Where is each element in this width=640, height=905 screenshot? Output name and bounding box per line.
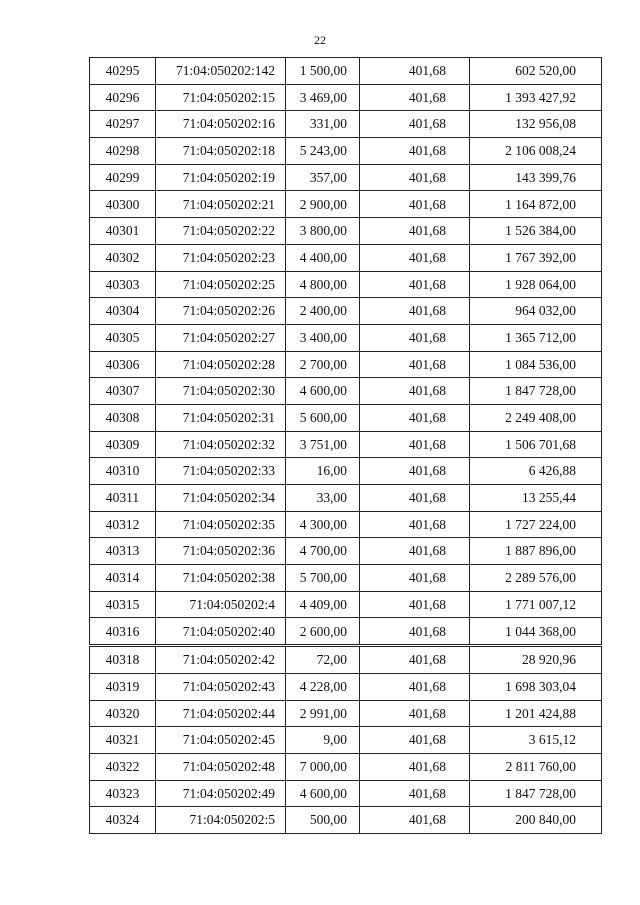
row-number-cell: 40302 bbox=[90, 244, 156, 271]
cadastral-value-cell: 1 847 728,00 bbox=[470, 378, 602, 405]
cadastral-value-cell: 1 506 701,68 bbox=[470, 431, 602, 458]
table-row bbox=[90, 431, 602, 458]
cadastral-number-cell: 71:04:050202:22 bbox=[156, 218, 286, 245]
row-number-cell: 40296 bbox=[90, 84, 156, 111]
cadastral-value-cell: 28 920,96 bbox=[470, 646, 602, 674]
table-row bbox=[90, 485, 602, 512]
page-number: 22 bbox=[314, 33, 326, 47]
table-row bbox=[90, 164, 602, 191]
cadastral-value-cell: 2 249 408,00 bbox=[470, 404, 602, 431]
cadastral-number-cell: 71:04:050202:40 bbox=[156, 618, 286, 646]
cadastral-value-cell: 964 032,00 bbox=[470, 298, 602, 325]
rate-cell: 401,68 bbox=[360, 138, 470, 165]
cadastral-number-cell: 71:04:050202:45 bbox=[156, 727, 286, 754]
cadastral-number-cell: 71:04:050202:33 bbox=[156, 458, 286, 485]
table-row bbox=[90, 111, 602, 138]
area-cell: 357,00 bbox=[286, 164, 360, 191]
rate-cell: 401,68 bbox=[360, 431, 470, 458]
table-row bbox=[90, 244, 602, 271]
cadastral-number-cell: 71:04:050202:15 bbox=[156, 84, 286, 111]
cadastral-value-cell: 132 956,08 bbox=[470, 111, 602, 138]
cadastral-value-cell: 1 771 007,12 bbox=[470, 591, 602, 618]
rate-cell: 401,68 bbox=[360, 780, 470, 807]
cadastral-value-cell: 1 044 368,00 bbox=[470, 618, 602, 646]
area-cell: 3 751,00 bbox=[286, 431, 360, 458]
table-row bbox=[90, 646, 602, 674]
rate-cell: 401,68 bbox=[360, 727, 470, 754]
rate-cell: 401,68 bbox=[360, 404, 470, 431]
area-cell: 33,00 bbox=[286, 485, 360, 512]
cadastral-number-cell: 71:04:050202:32 bbox=[156, 431, 286, 458]
cadastral-value-cell: 1 767 392,00 bbox=[470, 244, 602, 271]
rate-cell: 401,68 bbox=[360, 271, 470, 298]
row-number-cell: 40323 bbox=[90, 780, 156, 807]
rate-cell: 401,68 bbox=[360, 191, 470, 218]
cadastral-value-cell: 1 393 427,92 bbox=[470, 84, 602, 111]
area-cell: 331,00 bbox=[286, 111, 360, 138]
row-number-cell: 40301 bbox=[90, 218, 156, 245]
area-cell: 7 000,00 bbox=[286, 753, 360, 780]
rate-cell: 401,68 bbox=[360, 511, 470, 538]
row-number-cell: 40309 bbox=[90, 431, 156, 458]
table-row bbox=[90, 458, 602, 485]
cadastral-value-cell: 1 847 728,00 bbox=[470, 780, 602, 807]
cadastral-value-cell: 1 887 896,00 bbox=[470, 538, 602, 565]
cadastral-value-cell: 1 365 712,00 bbox=[470, 324, 602, 351]
rate-cell: 401,68 bbox=[360, 646, 470, 674]
table-row bbox=[90, 218, 602, 245]
cadastral-number-cell: 71:04:050202:43 bbox=[156, 673, 286, 700]
area-cell: 4 700,00 bbox=[286, 538, 360, 565]
cadastral-value-cell: 3 615,12 bbox=[470, 727, 602, 754]
rate-cell: 401,68 bbox=[360, 58, 470, 85]
row-number-cell: 40319 bbox=[90, 673, 156, 700]
row-number-cell: 40311 bbox=[90, 485, 156, 512]
rate-cell: 401,68 bbox=[360, 485, 470, 512]
row-number-cell: 40318 bbox=[90, 646, 156, 674]
table-row bbox=[90, 271, 602, 298]
cadastral-number-cell: 71:04:050202:18 bbox=[156, 138, 286, 165]
cadastral-number-cell: 71:04:050202:36 bbox=[156, 538, 286, 565]
table-row bbox=[90, 673, 602, 700]
rate-cell: 401,68 bbox=[360, 298, 470, 325]
row-number-cell: 40300 bbox=[90, 191, 156, 218]
table-row bbox=[90, 404, 602, 431]
table-row bbox=[90, 591, 602, 618]
row-number-cell: 40297 bbox=[90, 111, 156, 138]
rate-cell: 401,68 bbox=[360, 565, 470, 592]
cadastral-value-cell: 2 106 008,24 bbox=[470, 138, 602, 165]
row-number-cell: 40308 bbox=[90, 404, 156, 431]
area-cell: 2 700,00 bbox=[286, 351, 360, 378]
area-cell: 2 600,00 bbox=[286, 618, 360, 646]
area-cell: 2 991,00 bbox=[286, 700, 360, 727]
row-number-cell: 40322 bbox=[90, 753, 156, 780]
table-row bbox=[90, 351, 602, 378]
table-row bbox=[90, 700, 602, 727]
area-cell: 16,00 bbox=[286, 458, 360, 485]
row-number-cell: 40306 bbox=[90, 351, 156, 378]
row-number-cell: 40304 bbox=[90, 298, 156, 325]
rate-cell: 401,68 bbox=[360, 244, 470, 271]
rate-cell: 401,68 bbox=[360, 458, 470, 485]
row-number-cell: 40320 bbox=[90, 700, 156, 727]
row-number-cell: 40313 bbox=[90, 538, 156, 565]
cadastral-value-cell: 1 164 872,00 bbox=[470, 191, 602, 218]
table-row bbox=[90, 138, 602, 165]
cadastral-value-table bbox=[89, 57, 602, 834]
cadastral-number-cell: 71:04:050202:16 bbox=[156, 111, 286, 138]
cadastral-number-cell: 71:04:050202:35 bbox=[156, 511, 286, 538]
area-cell: 2 900,00 bbox=[286, 191, 360, 218]
cadastral-value-cell: 1 084 536,00 bbox=[470, 351, 602, 378]
cadastral-number-cell: 71:04:050202:142 bbox=[156, 58, 286, 85]
rate-cell: 401,68 bbox=[360, 84, 470, 111]
area-cell: 5 600,00 bbox=[286, 404, 360, 431]
rate-cell: 401,68 bbox=[360, 378, 470, 405]
rate-cell: 401,68 bbox=[360, 324, 470, 351]
cadastral-number-cell: 71:04:050202:31 bbox=[156, 404, 286, 431]
cadastral-value-cell: 1 727 224,00 bbox=[470, 511, 602, 538]
table-body bbox=[90, 58, 602, 834]
cadastral-number-cell: 71:04:050202:26 bbox=[156, 298, 286, 325]
table-row bbox=[90, 324, 602, 351]
row-number-cell: 40324 bbox=[90, 807, 156, 834]
area-cell: 2 400,00 bbox=[286, 298, 360, 325]
cadastral-value-cell: 200 840,00 bbox=[470, 807, 602, 834]
cadastral-value-cell: 13 255,44 bbox=[470, 485, 602, 512]
cadastral-number-cell: 71:04:050202:19 bbox=[156, 164, 286, 191]
row-number-cell: 40315 bbox=[90, 591, 156, 618]
table-row bbox=[90, 538, 602, 565]
rate-cell: 401,68 bbox=[360, 351, 470, 378]
cadastral-value-cell: 1 698 303,04 bbox=[470, 673, 602, 700]
cadastral-value-cell: 602 520,00 bbox=[470, 58, 602, 85]
table-row bbox=[90, 191, 602, 218]
row-number-cell: 40321 bbox=[90, 727, 156, 754]
table-row bbox=[90, 565, 602, 592]
table-row bbox=[90, 753, 602, 780]
area-cell: 4 400,00 bbox=[286, 244, 360, 271]
cadastral-value-cell: 1 928 064,00 bbox=[470, 271, 602, 298]
rate-cell: 401,68 bbox=[360, 673, 470, 700]
row-number-cell: 40299 bbox=[90, 164, 156, 191]
rate-cell: 401,68 bbox=[360, 700, 470, 727]
area-cell: 3 400,00 bbox=[286, 324, 360, 351]
table-row bbox=[90, 298, 602, 325]
row-number-cell: 40312 bbox=[90, 511, 156, 538]
rate-cell: 401,68 bbox=[360, 591, 470, 618]
row-number-cell: 40310 bbox=[90, 458, 156, 485]
area-cell: 500,00 bbox=[286, 807, 360, 834]
rate-cell: 401,68 bbox=[360, 218, 470, 245]
area-cell: 3 800,00 bbox=[286, 218, 360, 245]
table-row bbox=[90, 511, 602, 538]
rate-cell: 401,68 bbox=[360, 538, 470, 565]
row-number-cell: 40314 bbox=[90, 565, 156, 592]
area-cell: 5 243,00 bbox=[286, 138, 360, 165]
area-cell: 4 300,00 bbox=[286, 511, 360, 538]
rate-cell: 401,68 bbox=[360, 164, 470, 191]
cadastral-value-cell: 1 201 424,88 bbox=[470, 700, 602, 727]
cadastral-number-cell: 71:04:050202:21 bbox=[156, 191, 286, 218]
table-row bbox=[90, 807, 602, 834]
row-number-cell: 40305 bbox=[90, 324, 156, 351]
cadastral-value-cell: 6 426,88 bbox=[470, 458, 602, 485]
cadastral-number-cell: 71:04:050202:28 bbox=[156, 351, 286, 378]
cadastral-number-cell: 71:04:050202:38 bbox=[156, 565, 286, 592]
table-row bbox=[90, 618, 602, 646]
area-cell: 3 469,00 bbox=[286, 84, 360, 111]
cadastral-number-cell: 71:04:050202:5 bbox=[156, 807, 286, 834]
cadastral-value-cell: 2 811 760,00 bbox=[470, 753, 602, 780]
rate-cell: 401,68 bbox=[360, 618, 470, 646]
table-row bbox=[90, 727, 602, 754]
table-row bbox=[90, 58, 602, 85]
cadastral-number-cell: 71:04:050202:23 bbox=[156, 244, 286, 271]
row-number-cell: 40298 bbox=[90, 138, 156, 165]
area-cell: 4 800,00 bbox=[286, 271, 360, 298]
cadastral-number-cell: 71:04:050202:34 bbox=[156, 485, 286, 512]
area-cell: 9,00 bbox=[286, 727, 360, 754]
cadastral-number-cell: 71:04:050202:4 bbox=[156, 591, 286, 618]
table-row bbox=[90, 378, 602, 405]
area-cell: 4 600,00 bbox=[286, 780, 360, 807]
cadastral-value-cell: 2 289 576,00 bbox=[470, 565, 602, 592]
row-number-cell: 40307 bbox=[90, 378, 156, 405]
cadastral-value-cell: 143 399,76 bbox=[470, 164, 602, 191]
cadastral-number-cell: 71:04:050202:27 bbox=[156, 324, 286, 351]
rate-cell: 401,68 bbox=[360, 111, 470, 138]
area-cell: 1 500,00 bbox=[286, 58, 360, 85]
cadastral-number-cell: 71:04:050202:30 bbox=[156, 378, 286, 405]
area-cell: 5 700,00 bbox=[286, 565, 360, 592]
rate-cell: 401,68 bbox=[360, 807, 470, 834]
table-row bbox=[90, 780, 602, 807]
row-number-cell: 40295 bbox=[90, 58, 156, 85]
row-number-cell: 40303 bbox=[90, 271, 156, 298]
cadastral-number-cell: 71:04:050202:25 bbox=[156, 271, 286, 298]
cadastral-number-cell: 71:04:050202:44 bbox=[156, 700, 286, 727]
cadastral-number-cell: 71:04:050202:42 bbox=[156, 646, 286, 674]
row-number-cell: 40316 bbox=[90, 618, 156, 646]
cadastral-value-cell: 1 526 384,00 bbox=[470, 218, 602, 245]
cadastral-number-cell: 71:04:050202:49 bbox=[156, 780, 286, 807]
cadastral-number-cell: 71:04:050202:48 bbox=[156, 753, 286, 780]
rate-cell: 401,68 bbox=[360, 753, 470, 780]
area-cell: 72,00 bbox=[286, 646, 360, 674]
area-cell: 4 228,00 bbox=[286, 673, 360, 700]
area-cell: 4 600,00 bbox=[286, 378, 360, 405]
table-row bbox=[90, 84, 602, 111]
area-cell: 4 409,00 bbox=[286, 591, 360, 618]
